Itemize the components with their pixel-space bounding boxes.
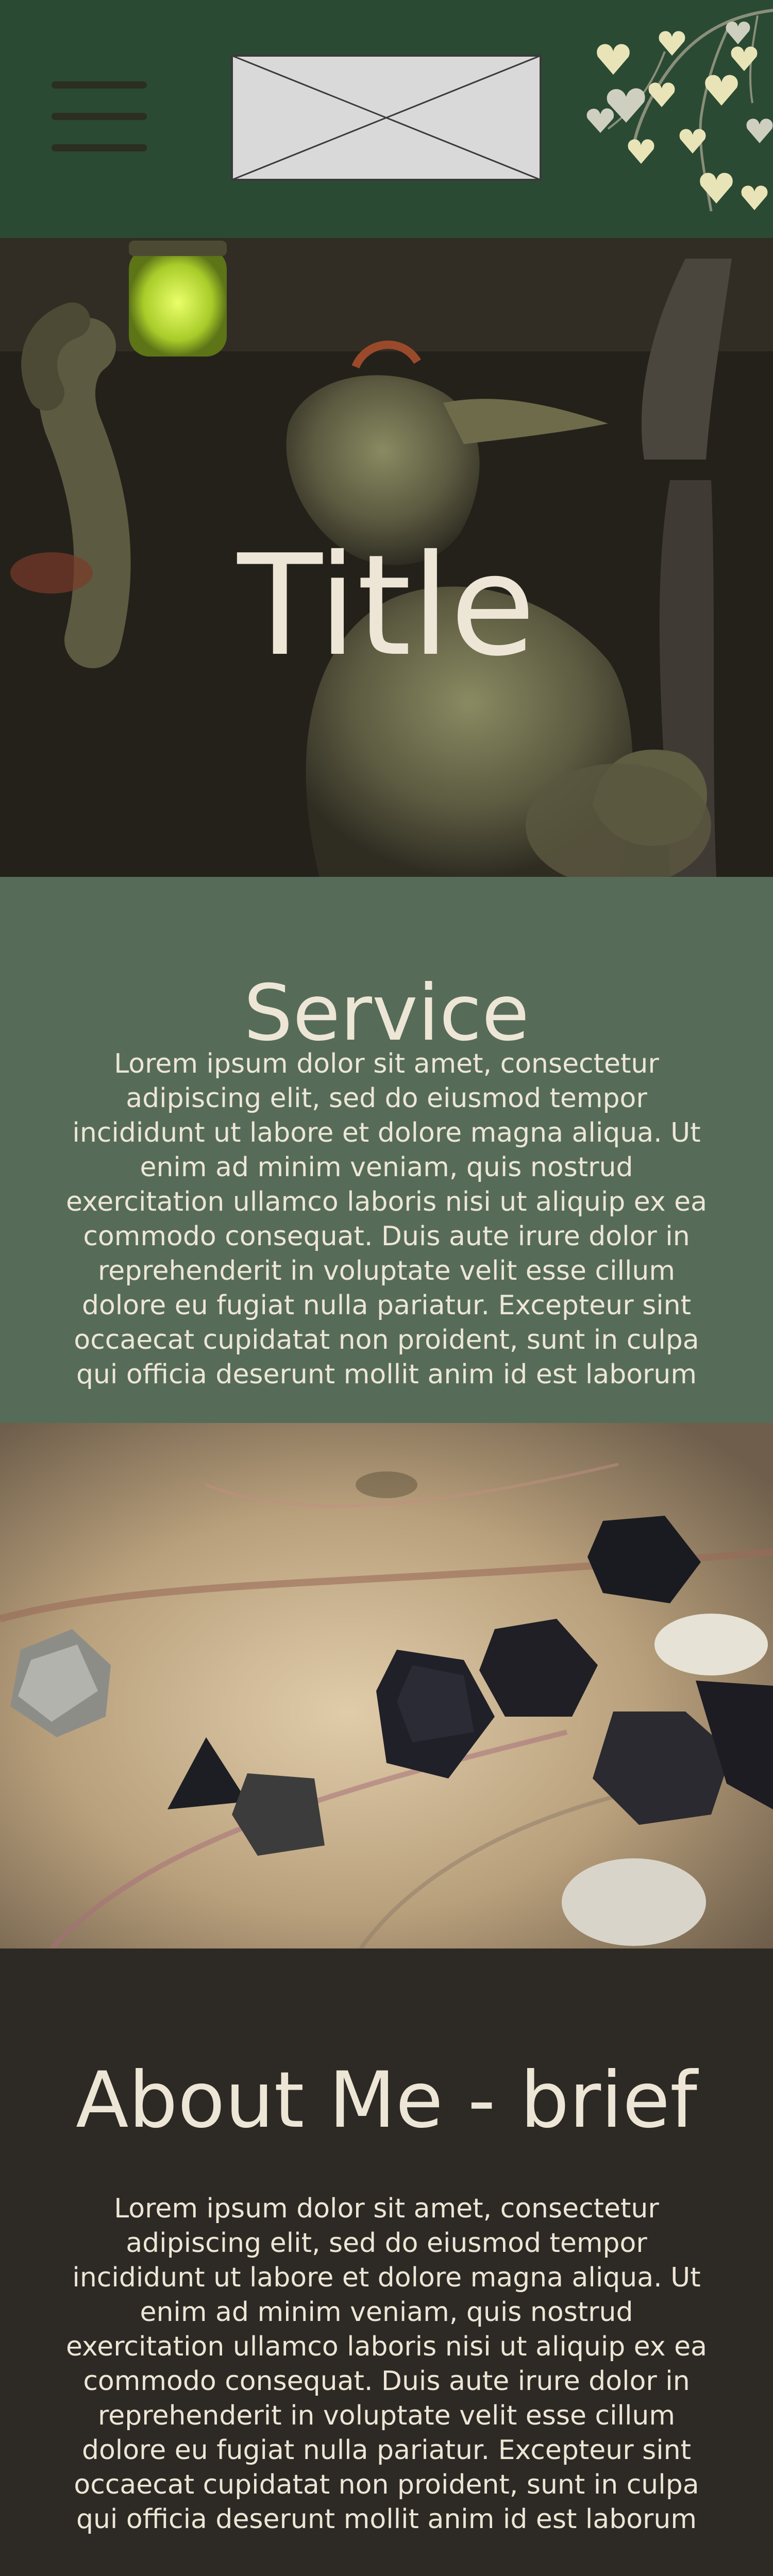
- menu-bar-top: [52, 81, 147, 89]
- logo-image-placeholder[interactable]: [231, 55, 542, 181]
- hero-section: [0, 238, 773, 877]
- menu-bar-middle: [52, 113, 147, 120]
- about-heading: About Me - brief: [75, 2055, 697, 2145]
- site-header: [0, 0, 773, 238]
- service-body-text: Lorem ipsum dolor sit amet, consectetur adipiscing elit, sed do eiusmod tempor incididunt ut labore et dolore magna aliqua. Ut enim ad minim veniam, quis nostrud exercitation ullamco laboris nisi ut aliquip ex ea commodo consequat. Duis aute irure dolor in reprehenderit in voluptate velit esse cillum dolore eu fugiat nulla pariatur. Excepteur sint occaecat cupidatat non proident, sunt in culpa qui officia deserunt mollit anim id est laborum: [65, 1048, 708, 1390]
- hero-title: Title: [237, 524, 536, 687]
- about-section: [0, 1948, 773, 2576]
- dice-image-section: [0, 1423, 773, 1948]
- service-section: [0, 877, 773, 1423]
- vine-decoration-icon: [577, 0, 773, 238]
- about-body-text: Lorem ipsum dolor sit amet, consectetur adipiscing elit, sed do eiusmod tempor incididunt ut labore et dolore magna aliqua. Ut enim ad minim veniam, quis nostrud exercitation ullamco laboris nisi ut aliquip ex ea commodo consequat. Duis aute irure dolor in reprehenderit in voluptate velit esse cillum dolore eu fugiat nulla pariatur. Excepteur sint occaecat cupidatat non proident, sunt in culpa qui officia deserunt mollit anim id est laborum: [65, 2193, 708, 2535]
- menu-bar-bottom: [52, 144, 147, 151]
- service-heading: Service: [243, 968, 530, 1058]
- hamburger-menu-icon[interactable]: [52, 81, 147, 151]
- dice-image: [0, 1423, 773, 1948]
